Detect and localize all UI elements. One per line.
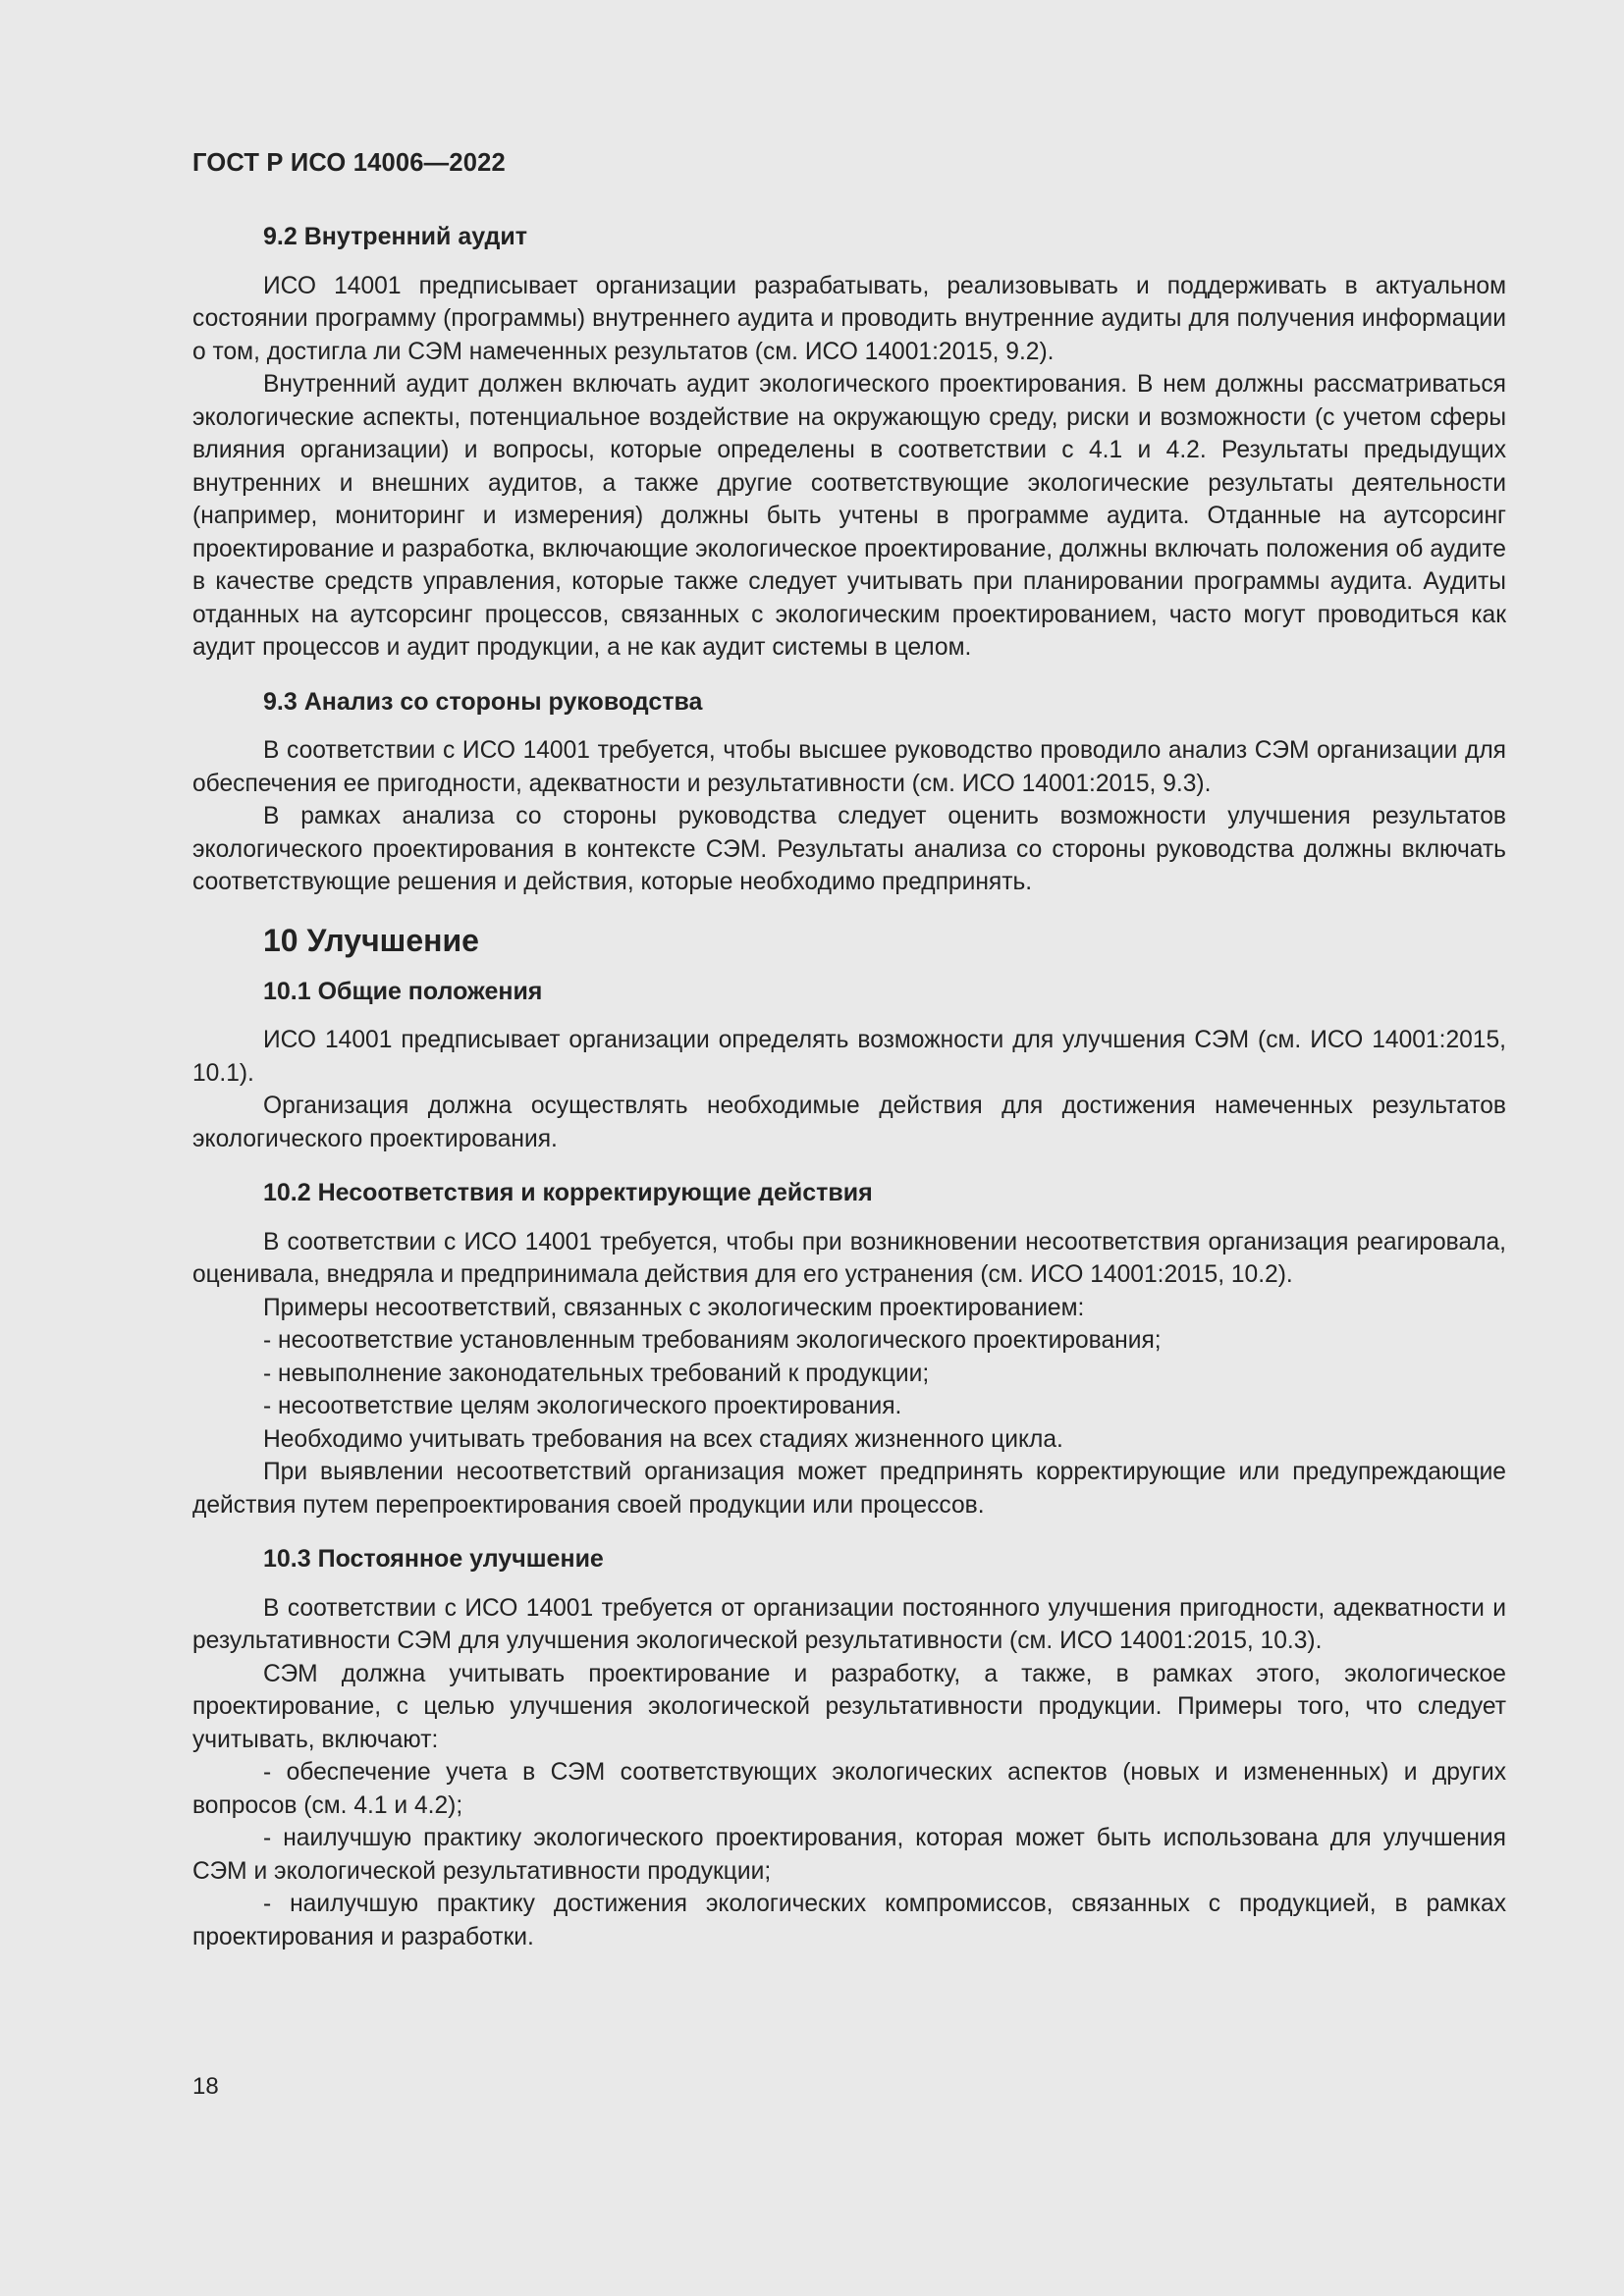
- paragraph: В соответствии с ИСО 14001 требуется, чтобы высшее руководство проводило анализ СЭМ организации для обеспечения ее пригодности, адекватности и результативности (см. ИСО 14001:2015, 9.3).: [192, 737, 1506, 797]
- document-body: [192, 221, 1506, 1953]
- page-number: 18: [192, 2073, 219, 2100]
- list-item: - невыполнение законодательных требований к продукции;: [263, 1360, 930, 1387]
- paragraph: В соответствии с ИСО 14001 требуется от организации постоянного улучшения пригодности, адекватности и результативности СЭМ для улучшения экологической результативности (см. ИСО 14001:2015, 10.3).: [192, 1594, 1506, 1654]
- paragraph: ИСО 14001 предписывает организации разрабатывать, реализовывать и поддерживать в актуальном состоянии программу (программы) внутреннего аудита и проводить внутренние аудиты для получения информации о том, достигла ли СЭМ намеченных результатов (см. ИСО 14001:2015, 9.2).: [192, 272, 1506, 365]
- paragraph: Организация должна осуществлять необходимые действия для достижения намеченных результатов экологического проектирования.: [192, 1093, 1506, 1152]
- section-title-10-1: 10.1 Общие положения: [263, 977, 543, 1005]
- section-title-10-2: 10.2 Несоответствия и корректирующие действия: [263, 1179, 873, 1206]
- paragraph: Необходимо учитывать требования на всех стадиях жизненного цикла.: [263, 1425, 1063, 1453]
- paragraph: СЭМ должна учитывать проектирование и разработку, а также, в рамках этого, экологическое проектирование, с целью улучшения экологической результативности продукции. Примеры того, что следует учитывать, включают:: [192, 1660, 1506, 1753]
- paragraph: При выявлении несоответствий организация может предпринять корректирующие или предупреждающие действия путем перепроектирования своей продукции или процессов.: [192, 1459, 1506, 1519]
- list-item: - наилучшую практику экологического проектирования, которая может быть использована для улучшения СЭМ и экологической результативности продукции;: [192, 1825, 1506, 1885]
- paragraph: ИСО 14001 предписывает организации определять возможности для улучшения СЭМ (см. ИСО 14001:2015, 10.1).: [192, 1027, 1506, 1087]
- paragraph: В рамках анализа со стороны руководства следует оценить возможности улучшения результатов экологического проектирования в контексте СЭМ. Результаты анализа со стороны руководства должны включать соответствующие решения и действия, которые необходимо предпринять.: [192, 803, 1506, 895]
- document-header: ГОСТ Р ИСО 14006—2022: [192, 149, 506, 177]
- section-title-9-2: 9.2 Внутренний аудит: [263, 223, 528, 250]
- section-title-9-3: 9.3 Анализ со стороны руководства: [263, 687, 703, 716]
- paragraph: Внутренний аудит должен включать аудит экологического проектирования. В нем должны рассматриваться экологические аспекты, потенциальное воздействие на окружающую среду, риски и возможности (с учетом сферы влияния организации) и вопросы, которые определены в соответствии с 4.1 и 4.2. Результаты предыдущих внутренних и внешних аудитов, а также другие соответствующие экологические результаты деятельности (например, мониторинг и измерения) должны быть учтены в программе аудита. Отданные на аутсорсинг проектирование и разработка, включающие экологическое проектирование, должны включать положения об аудите в качестве средств управления, которые также следует учитывать при планировании программы аудита. Аудиты отданных на аутсорсинг процессов, связанных с экологическим проектированием, часто могут проводиться как аудит процессов и аудит продукции, а не как аудит системы в целом.: [192, 371, 1506, 661]
- paragraph: Примеры несоответствий, связанных с экологическим проектированием:: [263, 1294, 1085, 1321]
- list-item: - обеспечение учета в СЭМ соответствующих экологических аспектов (новых и измененных) и других вопросов (см. 4.1 и 4.2);: [192, 1759, 1506, 1819]
- list-item: - несоответствие целям экологического проектирования.: [263, 1393, 902, 1419]
- list-item: - несоответствие установленным требованиям экологического проектирования;: [263, 1327, 1162, 1354]
- section-title-10-3: 10.3 Постоянное улучшение: [263, 1545, 604, 1573]
- chapter-title-10: 10 Улучшение: [263, 922, 479, 958]
- paragraph: В соответствии с ИСО 14001 требуется, чтобы при возникновении несоответствия организация реагировала, оценивала, внедряла и предпринимала действия для его устранения (см. ИСО 14001:2015, 10.2).: [192, 1228, 1506, 1288]
- list-item: - наилучшую практику достижения экологических компромиссов, связанных с продукцией, в рамках проектирования и разработки.: [192, 1891, 1506, 1950]
